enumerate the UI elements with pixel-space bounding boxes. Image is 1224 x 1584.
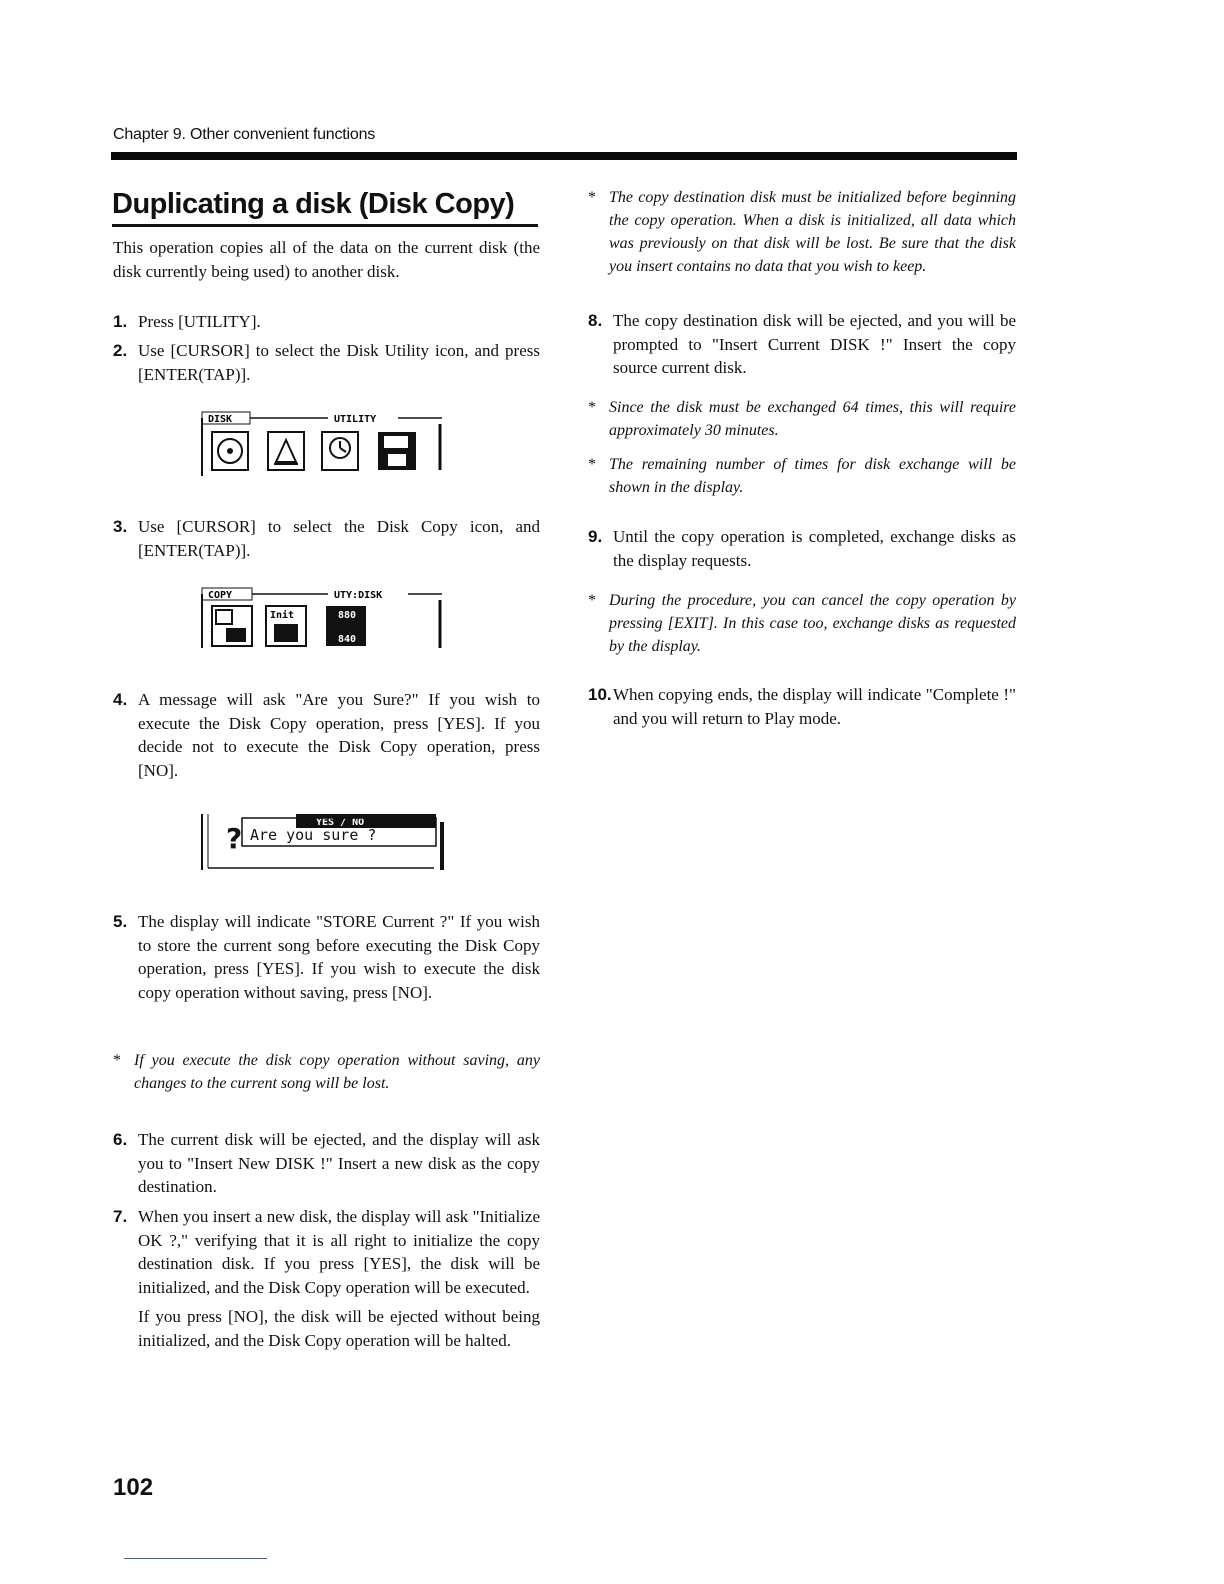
step-text: The current disk will be ejected, and the display will ask you to "Insert New DISK !" Insert a new disk as the copy destination. (138, 1130, 540, 1196)
note-initialize-warning (588, 186, 1016, 278)
note-no-save (113, 1049, 540, 1095)
step-number: 4. (113, 690, 128, 709)
lcd-copy-top-number: 880 (338, 610, 357, 621)
step-number: 1. (113, 312, 128, 331)
intro-paragraph: This operation copies all of the data on the current disk (the disk currently being used) to another disk. (113, 238, 540, 281)
step-text: Use [CURSOR] to select the Disk Utility icon, and press [ENTER(TAP)]. (138, 341, 540, 384)
step-text-continued: If you press [NO], the disk will be ejected without being initialized, and the Disk Copy operation will be halted. (138, 1307, 540, 1350)
step-8 (588, 309, 1016, 380)
step-3 (113, 515, 540, 562)
note-text: Since the disk must be exchanged 64 times, this will require approximately 30 minutes. (609, 399, 1016, 439)
page-number: 102 (113, 1474, 154, 1501)
step-number: 3. (113, 517, 128, 536)
section-title: Duplicating a disk (Disk Copy) (112, 188, 515, 220)
note-asterisk: * (588, 592, 596, 609)
step-text: When you insert a new disk, the display will ask "Initialize OK ?," verifying that it is all right to initialize the copy destination disk. If you press [YES], the disk will be initialized, and the Disk Copy operation will be executed. (138, 1207, 540, 1297)
note-text: During the procedure, you can cancel the copy operation by pressing [EXIT]. In this case too, exchange disks as requested by the display. (609, 592, 1016, 655)
step-5 (113, 910, 540, 1004)
step-text: When copying ends, the display will indicate "Complete !" and you will return to Play mode. (613, 685, 1016, 728)
lcd-copy-left-label: COPY (208, 590, 233, 601)
title-underline (112, 224, 538, 227)
header-rule (111, 152, 1017, 160)
step-number: 5. (113, 912, 128, 931)
step-number: 9. (588, 527, 603, 546)
step-text: The display will indicate "STORE Current ?" If you wish to store the current song before executing the Disk Copy operation, press [YES]. If you wish to execute the disk copy operation without saving, press [NO]. (138, 912, 540, 1002)
lcd-copy-bottom-number: 840 (338, 634, 357, 645)
footer-line (124, 1558, 267, 1559)
step-6 (113, 1128, 540, 1199)
step-2 (113, 339, 540, 386)
note-text: If you execute the disk copy operation without saving, any changes to the current song will be lost. (134, 1052, 540, 1092)
step-text: Until the copy operation is completed, exchange disks as the display requests. (613, 527, 1016, 570)
lcd-utility-left-label: DISK (208, 414, 233, 425)
lcd-confirm (198, 808, 454, 879)
note-remaining-count (588, 453, 1016, 499)
step-9 (588, 525, 1016, 572)
note-cancel (588, 589, 1016, 658)
lcd-copy-screen (198, 586, 448, 652)
lcd-init-label: Init (270, 610, 295, 621)
step-number: 6. (113, 1130, 128, 1149)
step-number: 8. (588, 311, 603, 330)
step-1 (113, 310, 540, 334)
note-asterisk: * (588, 456, 596, 473)
step-10 (588, 683, 1016, 730)
note-text: The remaining number of times for disk exchange will be shown in the display. (609, 456, 1016, 496)
lcd-utility-right-label: UTILITY (334, 414, 377, 425)
step-4 (113, 688, 540, 782)
step-text: Press [UTILITY]. (138, 312, 261, 331)
question-mark-icon: ? (226, 822, 243, 855)
lcd-copy-right-label: UTY:DISK (334, 590, 383, 601)
note-exchange-time (588, 396, 1016, 442)
chapter-header: Chapter 9. Other convenient functions (113, 126, 376, 143)
note-asterisk: * (588, 399, 596, 416)
lcd-disk-copy (198, 586, 448, 657)
lcd-utility-screen (198, 410, 448, 480)
step-number: 2. (113, 341, 128, 360)
step-text: Use [CURSOR] to select the Disk Copy icon, and [ENTER(TAP)]. (138, 517, 540, 560)
step-number: 10. (588, 685, 612, 704)
step-text: A message will ask "Are you Sure?" If you wish to execute the Disk Copy operation, press [YES]. If you decide not to execute the Disk Copy operation, press [NO]. (138, 690, 540, 780)
lcd-yes-no-bar: YES / NO (316, 817, 365, 828)
note-asterisk: * (588, 189, 596, 206)
step-number: 7. (113, 1207, 128, 1226)
lcd-disk-utility (198, 410, 448, 485)
lcd-confirm-screen (198, 808, 454, 874)
lcd-confirm-message: Are you sure ? (250, 826, 377, 844)
note-text: The copy destination disk must be initialized before beginning the copy operation. When a disk is initialized, all data which was previously on that disk will be lost. Be sure that the disk you insert contains no data that you wish to keep. (609, 189, 1016, 275)
step-7 (113, 1205, 540, 1352)
note-asterisk: * (113, 1052, 121, 1069)
step-text: The copy destination disk will be ejected, and you will be prompted to "Insert Current DISK !" Insert the copy source current disk. (613, 311, 1016, 377)
